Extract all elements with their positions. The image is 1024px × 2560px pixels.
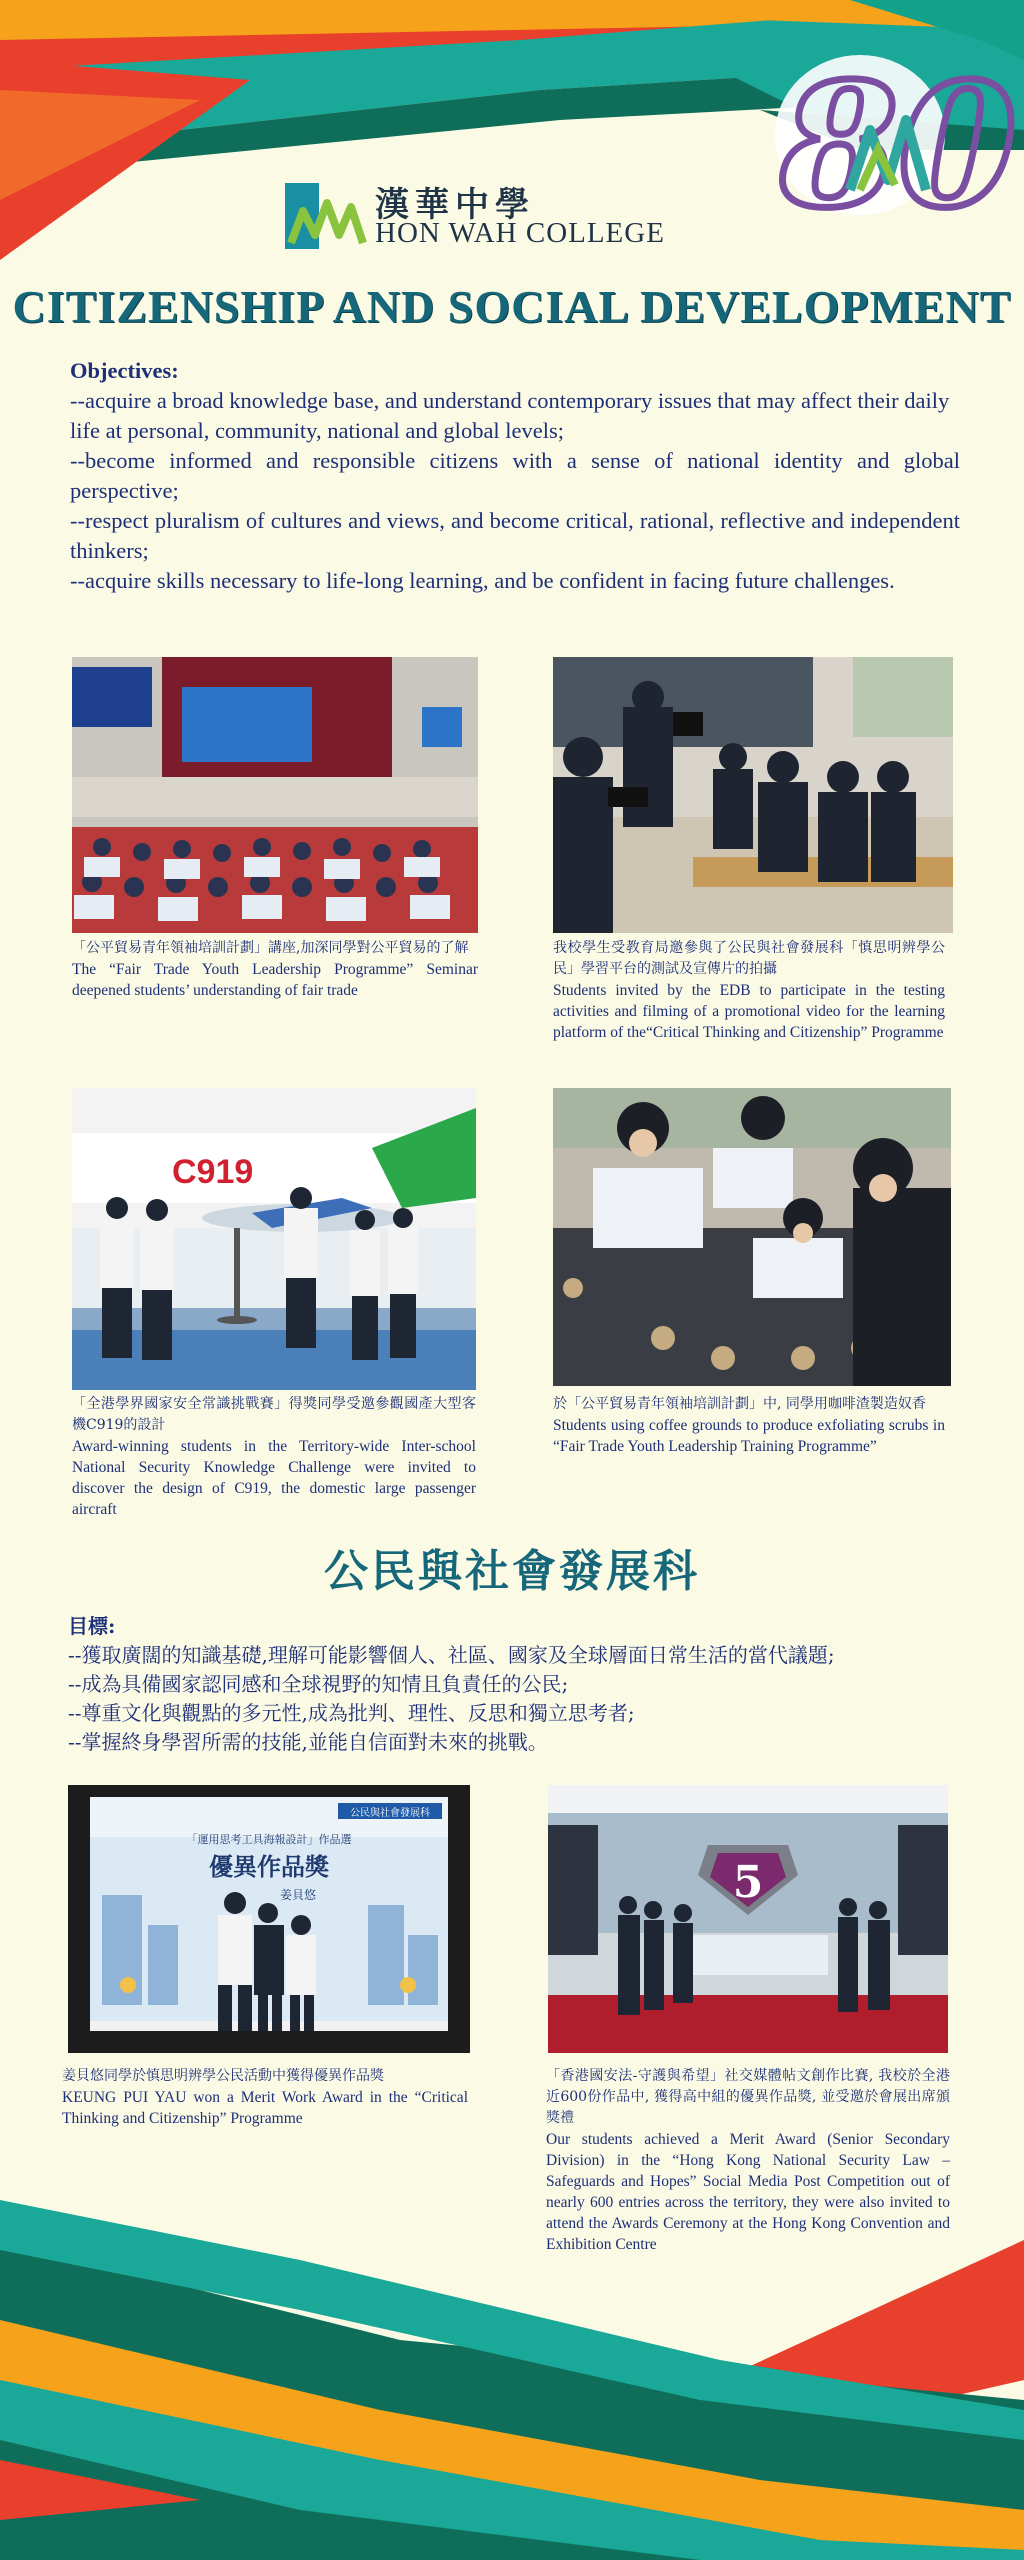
objective-line: --acquire a broad knowledge base, and understand contemporary issues that may affect their daily [70, 388, 950, 413]
photo-coffee-scrub [553, 1088, 951, 1386]
photo-fair-trade-seminar [72, 657, 478, 933]
page-title-chinese: 公民與社會發展科 [324, 1546, 700, 1597]
caption-chinese: 於「公平貿易青年領袖培訓計劃」中, 同學用咖啡渣製造奴香 [553, 1396, 926, 1412]
objective-line-chinese: --掌握終身學習所需的技能,並能自信面對未來的挑戰。 [68, 1730, 548, 1754]
caption-photo-1 [72, 938, 478, 1001]
caption-chinese: 「公平貿易青年領袖培訓計劃」講座,加深同學對公平貿易的了解 [72, 940, 469, 956]
caption-photo-3 [72, 1394, 476, 1520]
objectives-heading-chinese: 目標: [68, 1614, 116, 1638]
caption-english: KEUNG PUI YAU won a Merit Work Award in the “Critical Thinking and Citizenship” Programme [62, 2089, 468, 2127]
anniversary-number: 80 [780, 46, 1017, 246]
objective-line: --respect pluralism of cultures and views, and become critical, rational, reflective and independent thinkers; [70, 508, 960, 563]
photo-c919-visit [72, 1088, 476, 1390]
anniversary-emblem [720, 40, 1017, 246]
caption-english: The “Fair Trade Youth Leadership Programme” Seminar deepened students’ understanding of fair trade [72, 961, 478, 999]
objective-line-chinese: --成為具備國家認同感和全球視野的知情且負責任的公民; [68, 1672, 569, 1696]
objectives-chinese [68, 1612, 968, 1757]
objectives-heading: Objectives: [70, 358, 179, 383]
page-title-english: CITIZENSHIP AND SOCIAL DEVELOPMENT [12, 281, 1012, 332]
objectives-english [70, 356, 960, 596]
caption-english: Students using coffee grounds to produce exfoliating scrubs in “Fair Trade Youth Leadership Training Programme” [553, 1417, 945, 1455]
shield-number: 5 [732, 1857, 764, 1908]
caption-chinese: 我校學生受教育局邀參與了公民與社會發展科「慎思明辨學公民」學習平台的測試及宣傳片的拍攝 [553, 940, 945, 977]
caption-chinese: 「香港國安法-守護與希望」社交媒體帖文創作比賽, 我校於全港近600份作品中, 獲得高中組的優異作品獎, 並受邀於會展出席頒獎禮 [546, 2068, 950, 2126]
photo-merit-award [68, 1785, 470, 2053]
banner-subtitle: 「運用思考工具海報設計」作品選 [186, 1833, 352, 1846]
objective-line-chinese: --獲取廣闊的知識基礎,理解可能影響個人、社區、國家及全球層面日常生活的當代議題; [68, 1643, 835, 1667]
caption-chinese: 「全港學界國家安全常識挑戰賽」得獎同學受邀參觀國產大型客機C919的設計 [72, 1396, 476, 1433]
objective-line: --become informed and responsible citizens with a sense of national identity and global perspective; [70, 448, 960, 503]
hon-wah-emblem-icon [285, 183, 369, 253]
school-name-chinese: 漢華中學 [375, 185, 535, 225]
photo-awards-ceremony [548, 1785, 948, 2053]
school-name-english: HON WAH COLLEGE [375, 217, 665, 249]
banner-title: 優異作品獎 [209, 1853, 329, 1881]
objective-line: life at personal, community, national and global levels; [70, 418, 565, 443]
banner-student-name: 姜貝悠 [279, 1888, 317, 1902]
caption-english: Students invited by the EDB to participate in the testing activities and filming of a promotional video for the learning platform of the“Critical Thinking and Citizenship” Programme [553, 982, 945, 1041]
caption-english: Our students achieved a Merit Award (Senior Secondary Division) in the “Hong Kong National Security Law – Safeguards and Hopes” Social Media Post Competition out of nearly 600 entries across the territory, they were also invited to attend the Awards Ceremony at the Hong Kong Convention and Exhibition Centre [546, 2131, 950, 2253]
caption-english: Award-winning students in the Territory-wide Inter-school National Security Knowledge Challenge were invited to discover the design of C919, the domestic large passenger aircraft [72, 1438, 476, 1518]
caption-photo-4 [553, 1394, 945, 1457]
objective-line: --acquire skills necessary to life-long learning, and be confident in facing future challenges. [70, 568, 895, 593]
bottom-decorative-stripes [0, 2080, 1024, 2560]
plane-livery-text: C919 [172, 1153, 254, 1191]
banner-tag: 公民與社會發展科 [350, 1808, 430, 1819]
objective-line-chinese: --尊重文化與觀點的多元性,成為批判、理性、反思和獨立思考者; [68, 1701, 635, 1725]
caption-photo-2 [553, 938, 945, 1043]
photo-edb-filming [553, 657, 953, 933]
caption-chinese: 姜貝悠同學於慎思明辨學公民活動中獲得優異作品獎 [62, 2068, 384, 2084]
